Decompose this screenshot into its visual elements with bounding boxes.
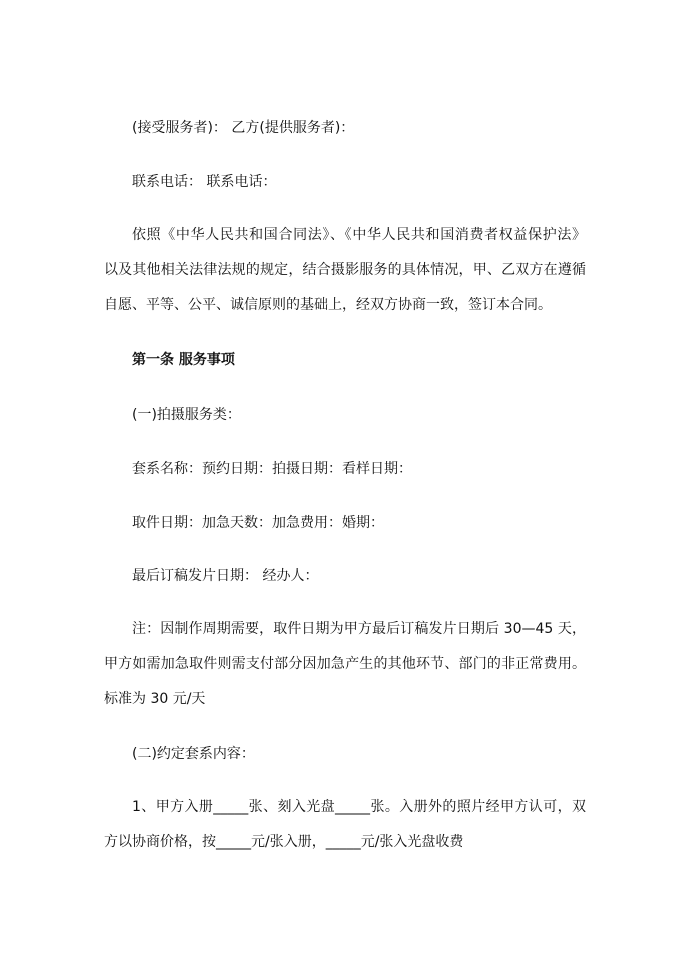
shooting-service-heading: (一)拍摄服务类： [132, 407, 241, 423]
preamble-line-1: 依照《中华人民共和国合同法》、《中华人民共和国消费者权益保护法》 [132, 227, 586, 243]
final-approval-line: 最后订稿发片日期： 经办人： [132, 568, 319, 584]
contact-phone-line: 联系电话： 联系电话： [132, 174, 277, 190]
note-line-2: 甲方如需加急取件则需支付部分因加急产生的其他环节、部门的非正常费用。 [104, 656, 586, 672]
note-line-1: 注：因制作周期需要，取件日期为甲方最后订稿发片日期后 30—45 天， [132, 621, 586, 637]
preamble-line-2: 以及其他相关法律法规的规定，结合摄影服务的具体情况，甲、乙双方在遵循 [104, 262, 586, 278]
pickup-dates-line: 取件日期：加急天数：加急费用：婚期： [132, 515, 384, 531]
note-line-3: 标准为 30 元/天 [104, 691, 206, 707]
package-content-heading: (二)约定套系内容： [132, 746, 255, 762]
preamble-paragraph [104, 218, 586, 323]
album-terms-paragraph [104, 790, 586, 860]
album-terms-line-1: 1、甲方入册_____张、刻入光盘_____张。入册外的照片经甲方认可，双 [132, 799, 586, 815]
preamble-line-3: 自愿、平等、公平、诚信原则的基础上，经双方协商一致，签订本合同。 [104, 297, 552, 313]
album-terms-line-2: 方以协商价格，按_____元/张入册，_____元/张入光盘收费 [104, 834, 464, 850]
package-dates-line: 套系名称：预约日期：拍摄日期：看样日期： [132, 461, 412, 477]
party-a-b-line: (接受服务者)： 乙方(提供服务者)： [132, 120, 355, 136]
article-1-heading: 第一条 服务事项 [132, 352, 235, 368]
note-paragraph [104, 612, 586, 717]
